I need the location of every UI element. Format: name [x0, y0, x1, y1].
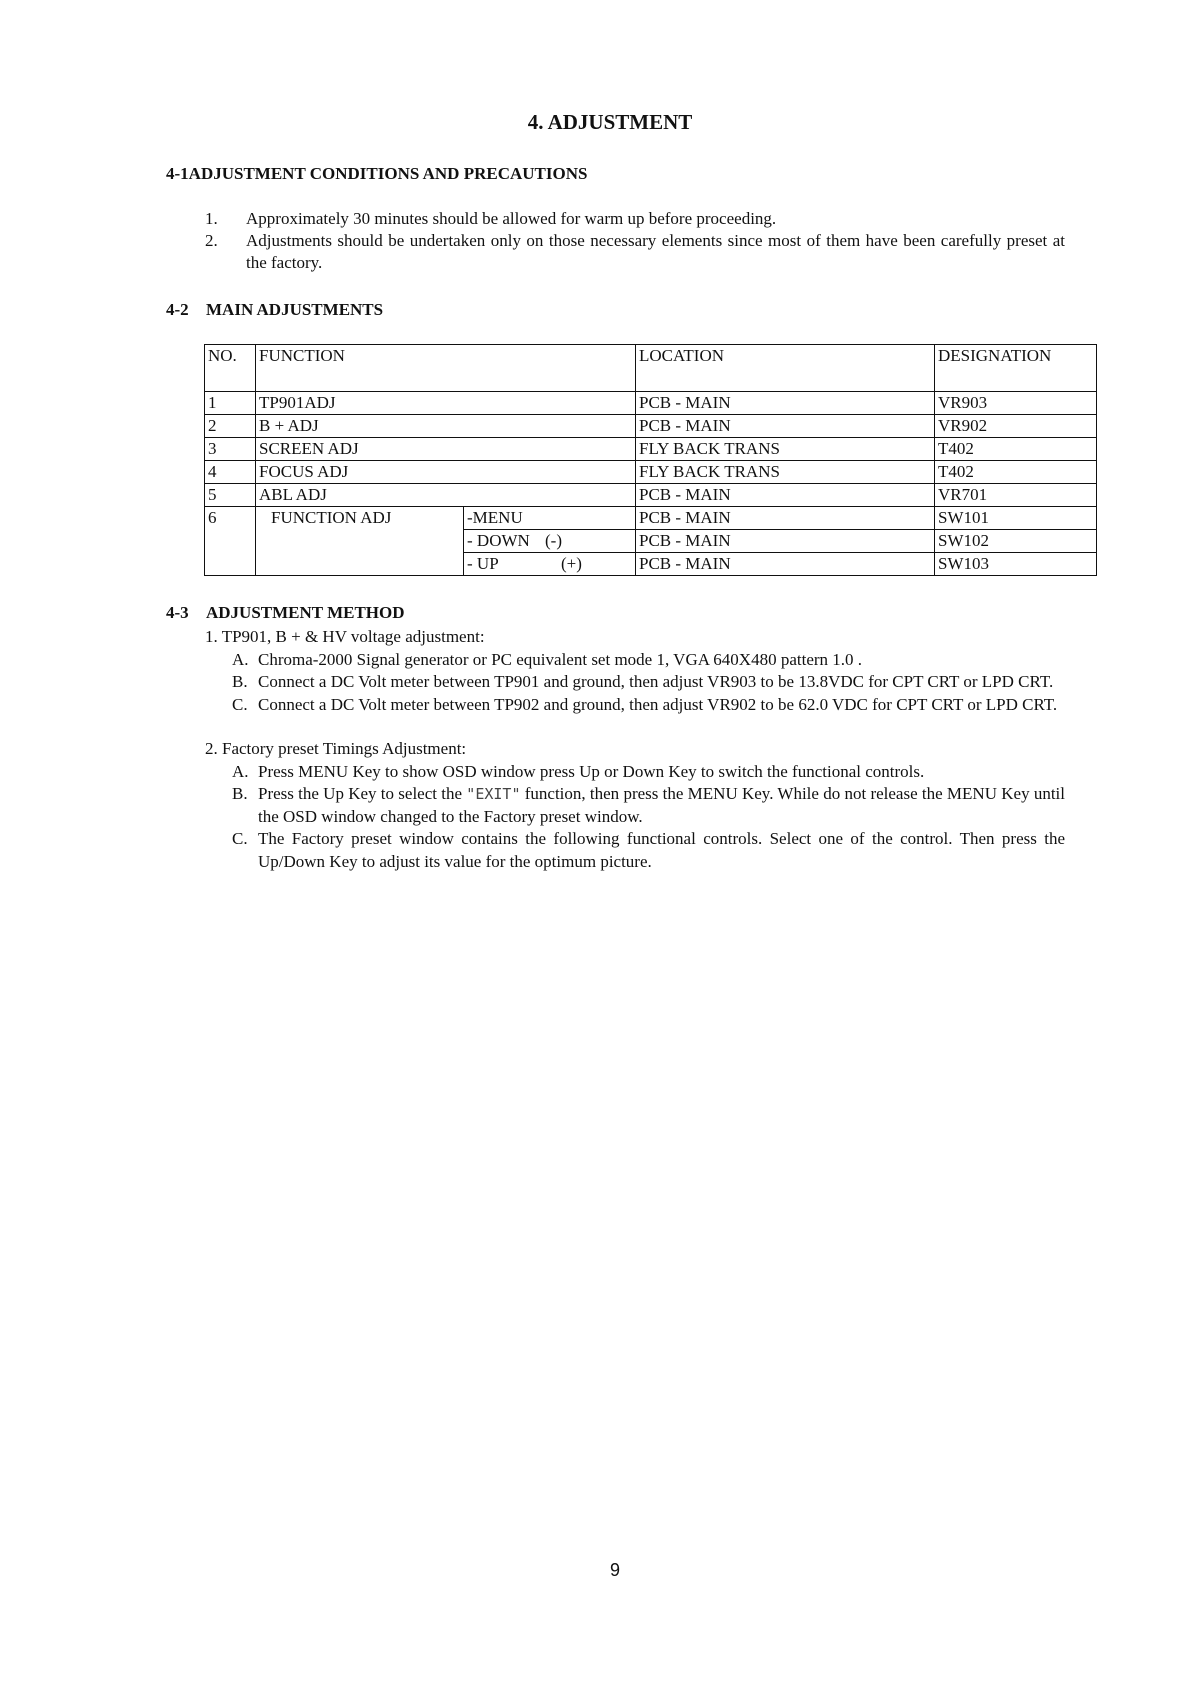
cell-function: TP901ADJ	[256, 392, 636, 415]
cell-designation: T402	[935, 461, 1097, 484]
text-part: function, then press the MENU Key. While do not release the MENU Key until the OSD window changed to the Factory preset window.	[258, 784, 1065, 826]
key-label: -MENU	[467, 508, 523, 527]
step-1-b	[205, 671, 1065, 694]
cell-location: FLY BACK TRANS	[636, 438, 935, 461]
item-text: Press MENU Key to show OSD window press Up or Down Key to switch the functional controls.	[258, 761, 925, 781]
item-text: Connect a DC Volt meter between TP901 and ground, then adjust VR903 to be 13.8VDC for CPT CRT or LPD CRT.	[258, 672, 1054, 691]
cell-function: FOCUS ADJ	[256, 461, 636, 484]
list-item-text: Approximately 30 minutes should be allowed for warm up before proceeding.	[246, 209, 777, 228]
cell-location: PCB - MAIN	[636, 553, 935, 576]
page-number: 9	[609, 1560, 620, 1580]
item-label: C.	[232, 694, 248, 714]
key-label: - DOWN	[467, 531, 530, 550]
cell-no: 4	[205, 461, 256, 484]
cell-location: PCB - MAIN	[636, 530, 935, 553]
section-title: ADJUSTMENT METHOD	[206, 603, 405, 622]
step-1-label: 1. TP901, B + & HV voltage adjustment:	[205, 627, 485, 646]
cell-function: SCREEN ADJ	[256, 438, 636, 461]
header-designation: DESIGNATION	[935, 345, 1097, 392]
cell-designation: VR701	[935, 484, 1097, 507]
list-item-number: 1.	[205, 209, 218, 228]
cell-no: 5	[205, 484, 256, 507]
item-label: A.	[232, 761, 249, 781]
cell-location: PCB - MAIN	[636, 484, 935, 507]
precautions-list	[205, 208, 1065, 274]
text-part: Press the Up Key to select the	[258, 784, 467, 803]
cell-function: B + ADJ	[256, 415, 636, 438]
cell-location: FLY BACK TRANS	[636, 461, 935, 484]
item-label: A.	[232, 649, 249, 669]
table-row	[205, 484, 1097, 507]
cell-designation: VR903	[935, 392, 1097, 415]
table-header-row	[205, 345, 1097, 392]
key-sign: (+)	[561, 554, 582, 573]
step-1-c	[205, 694, 1065, 717]
item-text: Connect a DC Volt meter between TP902 and ground, then adjust VR902 to be 62.0 VDC for CPT CRT or LPD CRT.	[258, 694, 1058, 714]
cell-designation: SW103	[935, 553, 1097, 576]
page-title: 4. ADJUSTMENT	[527, 110, 693, 134]
cell-no: 6	[205, 507, 256, 576]
table-row	[205, 461, 1097, 484]
exit-keyword: "EXIT"	[466, 785, 521, 803]
item-text: Chroma-2000 Signal generator or PC equivalent set mode 1, VGA 640X480 pattern 1.0 .	[258, 649, 863, 669]
item-text: The Factory preset window contains the following functional controls. Select one of the control. Then press the Up/Down Key to adjust its value for the optimum picture.	[258, 829, 1065, 871]
cell-no: 3	[205, 438, 256, 461]
cell-function: ABL ADJ	[256, 484, 636, 507]
cell-location: PCB - MAIN	[636, 507, 935, 530]
item-label: B.	[232, 784, 248, 803]
table-row	[205, 415, 1097, 438]
adjustments-table	[204, 344, 1097, 576]
list-item-number: 2.	[205, 231, 218, 250]
section-4-3-heading	[166, 603, 405, 623]
section-4-2-heading	[166, 300, 383, 320]
section-number: 4-2	[166, 300, 189, 319]
list-item-text: Adjustments should be undertaken only on those necessary elements since most of them have been carefully preset at the factory.	[246, 231, 1065, 272]
step-1-a	[205, 649, 1065, 672]
table-row	[205, 392, 1097, 415]
item-text	[258, 783, 1065, 828]
step-2-c	[205, 828, 1065, 873]
cell-key	[464, 553, 636, 576]
step-2-a	[205, 761, 1065, 784]
header-location: LOCATION	[636, 345, 935, 392]
cell-location: PCB - MAIN	[636, 415, 935, 438]
cell-no: 1	[205, 392, 256, 415]
step-2-label: 2. Factory preset Timings Adjustment:	[205, 739, 467, 758]
key-label: - UP	[467, 554, 499, 573]
table-row	[205, 438, 1097, 461]
cell-function: FUNCTION ADJ	[256, 507, 464, 576]
cell-designation: T402	[935, 438, 1097, 461]
cell-designation: SW102	[935, 530, 1097, 553]
list-item	[205, 208, 1065, 230]
cell-key	[464, 507, 636, 530]
header-no: NO.	[205, 345, 256, 392]
section-number: 4-3	[166, 603, 189, 622]
cell-location: PCB - MAIN	[636, 392, 935, 415]
section-4-1-heading: 4-1ADJUSTMENT CONDITIONS AND PRECAUTIONS	[166, 164, 588, 183]
item-label: B.	[232, 672, 248, 691]
cell-designation: VR902	[935, 415, 1097, 438]
cell-key	[464, 530, 636, 553]
adjustment-method-body	[205, 626, 1065, 873]
cell-designation: SW101	[935, 507, 1097, 530]
key-sign: (-)	[545, 531, 562, 550]
item-label: C.	[232, 829, 248, 848]
step-2-b	[205, 783, 1065, 828]
header-function: FUNCTION	[256, 345, 636, 392]
table-row	[205, 507, 1097, 530]
section-title: MAIN ADJUSTMENTS	[206, 300, 384, 319]
list-item	[205, 230, 1065, 274]
cell-no: 2	[205, 415, 256, 438]
